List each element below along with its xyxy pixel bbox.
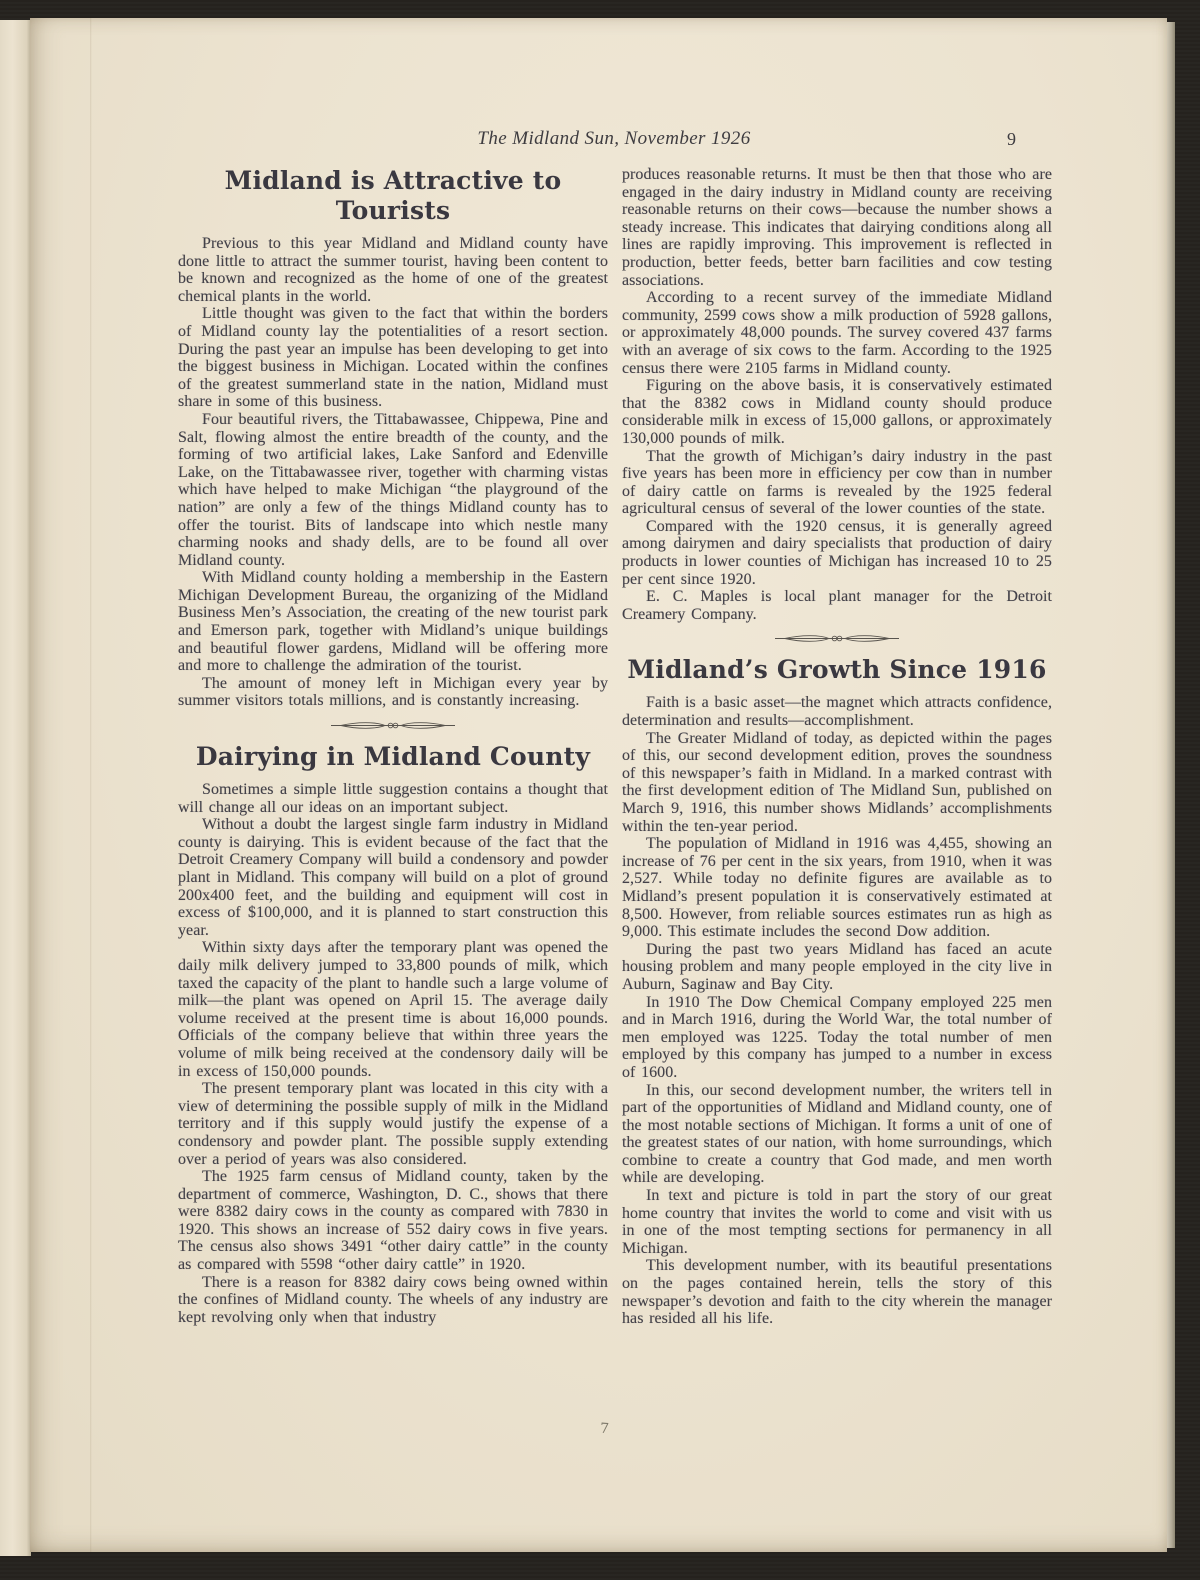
paragraph: Compared with the 1920 census, it is generally agreed among dairymen and dairy specialists that production of dairy products in lower counties of Michigan has increased 10 to 25 per cent since 1920. <box>622 517 1052 588</box>
handwritten-pencil-mark: 7 <box>599 1420 610 1438</box>
paragraph: During the past two years Midland has faced an acute housing problem and many people employed in the city live in Auburn, Saginaw and Bay City. <box>622 940 1052 993</box>
paragraph: Sometimes a simple little suggestion contains a thought that will change all our ideas on an important subject. <box>178 781 608 816</box>
scanned-newspaper-page <box>30 18 1167 1552</box>
paragraph: The present temporary plant was located in this city with a view of determining the possible supply of milk in the Midland territory and if this supply would justify the expense of a condensory and powder plant. The possible supply extending over a period of years was also considered. <box>178 1080 608 1168</box>
paragraph: In this, our second development number, the writers tell in part of the opportunities of Midland and Midland county, one of the most notable sections of Michigan. It forms a unit of one of the greatest states of our nation, with home surroundings, which combine to create a country that God made, and men worth while are developing. <box>622 1081 1052 1187</box>
paragraph: E. C. Maples is local plant manager for the Detroit Creamery Company. <box>622 588 1052 623</box>
paragraph: Previous to this year Midland and Midland county have done little to attract the summer tourist, having been content to be known and recognized as the home of one of the greatest chemical plants in the world. <box>178 235 608 305</box>
paragraph: There is a reason for 8382 dairy cows being owned within the confines of Midland county. The wheels of any industry are kept revolving only when that industry <box>178 1273 608 1326</box>
two-column-body <box>178 166 1052 1328</box>
left-column <box>178 166 608 1328</box>
paragraph: With Midland county holding a membership in the Eastern Michigan Development Bureau, the organizing of the Midland Business Men’s Association, the creating of the new tourist park and Emerson park, together with Midland’s unique buildings and beautiful flower gardens, Midland will be offering more and more to challenge the admiration of the tourist. <box>178 569 608 675</box>
page-header <box>178 128 1050 154</box>
paragraph: According to a recent survey of the immediate Midland community, 2599 cows show a milk production of 5928 gallons, or approximately 48,000 pounds. The survey covered 437 farms with an average of six cows to the farm. According to the 1925 census there were 2105 farms in Midland county. <box>622 289 1052 377</box>
paragraph: The Greater Midland of today, as depicted within the pages of this, our second development edition, proves the soundness of this newspaper’s faith in Midland. In a marked contrast with the first development edition of The Midland Sun, published on March 9, 1916, this number shows Midlands’ accomplishments within the ten-year period. <box>622 729 1052 835</box>
paragraph: The 1925 farm census of Midland county, taken by the department of commerce, Washington, D. C., shows that there were 8382 dairy cows in the county as compared with 7830 in 1920. This shows an increase of 552 dairy cows in five years. The census also shows 3491 “other dairy cattle” in the county as compared with 5598 “other dairy cattle” in 1920. <box>178 1168 608 1274</box>
paragraph: The amount of money left in Michigan every year by summer visitors totals millions, and is constantly increasing. <box>178 674 608 710</box>
section-divider-ornament <box>622 632 1052 645</box>
article-title-dairying: Dairying in Midland County <box>195 742 591 772</box>
paragraph: Figuring on the above basis, it is conservatively estimated that the 8382 cows in Midland county should produce considerable milk in excess of 15,000 gallons, or approximately 130,000 pounds of milk. <box>622 377 1052 447</box>
section-divider-ornament <box>178 719 608 732</box>
paragraph: That the growth of Michigan’s dairy industry in the past five years has been more in efficiency per cow than in number of dairy cattle on farms is revealed by the 1925 federal agricultural census of several of the lower counties of the state. <box>622 447 1052 518</box>
paragraph: Four beautiful rivers, the Tittabawassee, Chippewa, Pine and Salt, flowing almost the entire breadth of the county, and the forming of two artificial lakes, Lake Sanford and Edenville Lake, on the Tittabawassee river, together with charming vistas which have helped to make Michigan “the playground of the nation” are only a few of the things Midland county has to offer the tourist. Bits of landscape into which nestle many charming nooks and shady dells, are to be found all over Midland county. <box>178 410 608 569</box>
article-title-tourists: Midland is Attractive to Tourists <box>224 166 562 225</box>
paragraph: Faith is a basic asset—the magnet which attracts confidence, determination and results—accomplishment. <box>622 694 1052 730</box>
page-number: 9 <box>1007 129 1016 149</box>
paragraph: Little thought was given to the fact that within the borders of Midland county lay the potentialities of a resort section. During the past year an impulse has been developing to get into the biggest business in Michigan. Located within the confines of the greatest summerland state in the nation, Midland must share in some of this business. <box>178 305 608 411</box>
paragraph: In 1910 The Dow Chemical Company employed 225 men and in March 1916, during the World War, the total number of men employed was 1225. Today the total number of men employed by this company has jumped to a number in excess of 1600. <box>622 993 1052 1081</box>
article-title-growth: Midland’s Growth Since 1916 <box>627 655 1047 685</box>
paragraph: In text and picture is told in part the story of our great home country that invites the world to come and visit with us in one of the most tempting sections for permanency in all Michigan. <box>622 1187 1052 1257</box>
book-page-stack-edge <box>0 20 31 1556</box>
paragraph: Within sixty days after the temporary plant was opened the daily milk delivery jumped to 33,800 pounds of milk, which taxed the capacity of the plant to handle such a large volume of milk—the plant was opened on April 15. The average daily volume received at the present time is about 16,000 pounds. Officials of the company believe that within three years the volume of milk being received at the condensory daily will be in excess of 150,000 pounds. <box>178 939 608 1080</box>
paragraph: Without a doubt the largest single farm industry in Midland county is dairying. This is evident because of the fact that the Detroit Creamery Company will build a condensory and powder plant in Midland. This company will build on a plot of ground 200x400 feet, and the building and equipment will cost in excess of $100,000, and it is planned to start construction this year. <box>178 816 608 939</box>
paragraph: This development number, with its beautiful presentations on the pages contained herein, tells the story of this newspaper’s devotion and faith to the city wherein the manager has resided all his life. <box>622 1257 1052 1328</box>
book-page-edge-right <box>1167 22 1175 1548</box>
masthead: The Midland Sun, November 1926 <box>477 128 751 149</box>
paragraph-continuation: produces reasonable returns. It must be then that those who are engaged in the dairy industry in Midland county are receiving reasonable returns on their cows—because the number shows a steady increase. This indicates that dairying conditions along all lines are rapidly improving. This improvement is reflected in production, better feeds, better barn facilities and cow testing associations. <box>622 166 1052 289</box>
right-column <box>622 166 1052 1328</box>
paragraph: The population of Midland in 1916 was 4,455, showing an increase of 76 per cent in the six years, from 1910, when it was 2,527. While today no definite figures are available as to Midland’s present population it is conservatively estimated at 8,500. However, from reliable sources estimates run as high as 9,000. This estimate includes the second Dow addition. <box>622 835 1052 941</box>
